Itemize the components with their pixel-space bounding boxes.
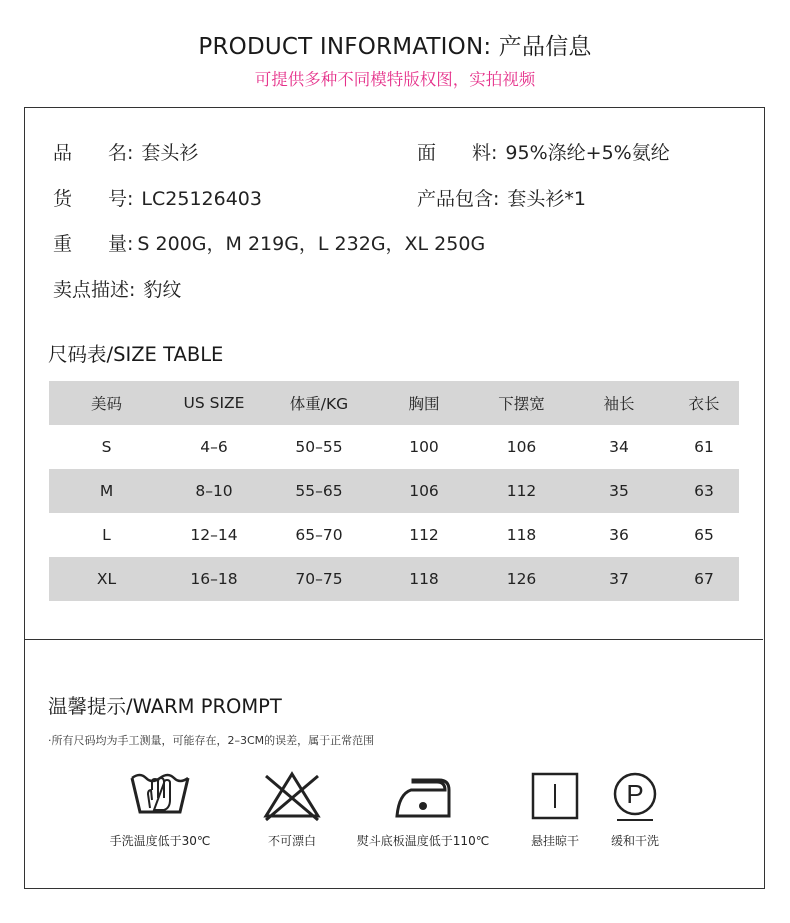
size-table-cell: 65–70 [295, 526, 343, 544]
care-label-hand-wash: 手洗温度低于30℃ [109, 834, 211, 848]
size-table-cell: 12–14 [190, 526, 238, 544]
size-table-cell: 50–55 [295, 438, 343, 456]
size-table-cell: 65 [694, 526, 714, 544]
size-table-header-cell: 下摆宽 [474, 381, 569, 425]
fabric-label-a: 面 [417, 142, 437, 164]
size-table-row [49, 557, 739, 601]
size-table-row [49, 469, 739, 513]
size-table-header-cell: 美码 [49, 381, 164, 425]
size-table-header-row [49, 381, 739, 425]
size-table-cell: L [102, 526, 111, 544]
size-table-header-cell: 体重/KG [264, 381, 374, 425]
name-label-b: 名: [108, 142, 134, 164]
size-table-header-cell: US SIZE [164, 381, 264, 425]
size-table-cell: 112 [409, 526, 439, 544]
sku-label-b: 号: [108, 188, 134, 210]
care-item-gentle-dry-clean [560, 768, 710, 849]
size-table-cell: S [101, 438, 112, 456]
size-table-cell: 55–65 [264, 469, 374, 513]
size-table-cell: 126 [474, 557, 569, 601]
size-table-title: 尺码表/SIZE TABLE [48, 343, 224, 366]
info-name-row [53, 138, 198, 165]
size-table-header-cell: 胸围 [374, 381, 474, 425]
info-includes-row [417, 184, 586, 211]
care-label-gentle-dry-clean: 缓和干洗 [610, 834, 659, 848]
page-header [0, 0, 790, 108]
product-info-box [24, 107, 765, 889]
size-table-cell: 35 [569, 469, 669, 513]
section-divider [25, 639, 763, 640]
size-table-row [49, 425, 739, 469]
size-table-cell: 8–10 [164, 469, 264, 513]
info-fabric-row [417, 138, 670, 165]
size-table-header-cell: 袖长 [569, 381, 669, 425]
care-item-hand-wash [85, 768, 235, 849]
care-item-iron [348, 768, 498, 849]
no-bleach-icon [260, 768, 324, 824]
size-table-cell: 118 [506, 526, 537, 544]
size-table-cell: 61 [694, 438, 714, 456]
size-table-cell: 16–18 [164, 557, 264, 601]
page-title: PRODUCT INFORMATION: 产品信息 [198, 34, 592, 60]
size-table-cell: M [49, 469, 164, 513]
page-subtitle: 可提供多种不同模特版权图，实拍视频 [254, 70, 536, 89]
size-table-row [49, 513, 739, 557]
care-label-no-bleach: 不可漂白 [267, 834, 316, 848]
hand-wash-icon [128, 768, 192, 824]
warm-prompt-title: 温馨提示/WARM PROMPT [48, 695, 282, 718]
name-label-a: 品 [53, 142, 73, 164]
size-table-cell: 70–75 [264, 557, 374, 601]
size-table-cell: XL [49, 557, 164, 601]
name-value: 套头衫 [141, 142, 199, 164]
care-label-iron: 熨斗底板温度低于110℃ [356, 834, 490, 848]
dry-clean-letter: P [626, 779, 644, 809]
sku-label-a: 货 [53, 188, 73, 210]
gentle-dry-clean-icon [603, 768, 667, 824]
measurement-note: ·所有尺码均为手工测量，可能存在，2–3CM的误差，属于正常范围 [48, 734, 375, 747]
iron-icon [391, 768, 455, 824]
size-table-cell: 36 [609, 526, 629, 544]
size-table-cell: 63 [669, 469, 739, 513]
size-table-cell: 67 [669, 557, 739, 601]
size-table-cell: 4–6 [200, 438, 228, 456]
includes-label: 产品包含: [417, 188, 500, 210]
size-table-cell: 106 [506, 438, 537, 456]
fabric-label-b: 料: [472, 142, 498, 164]
info-weight-row [53, 229, 485, 256]
weight-label-a: 重 [53, 233, 73, 255]
sku-value: LC25126403 [141, 188, 262, 210]
size-table-cell: 106 [374, 469, 474, 513]
care-item-no-bleach [217, 768, 367, 849]
size-table-cell: 118 [374, 557, 474, 601]
info-sku-row [53, 184, 262, 211]
size-table-cell: 112 [474, 469, 569, 513]
selling-label: 卖点描述: [53, 279, 136, 301]
size-table [49, 381, 739, 601]
size-table-cell: 37 [569, 557, 669, 601]
info-selling-row [53, 275, 181, 302]
weight-label-b: 量: [108, 233, 134, 255]
care-label-hang-dry: 悬挂晾干 [530, 834, 579, 848]
includes-value: 套头衫*1 [507, 188, 586, 210]
size-table-cell: 34 [609, 438, 629, 456]
size-table-cell: 100 [409, 438, 439, 456]
fabric-value: 95%涤纶+5%氨纶 [505, 142, 670, 164]
size-table-header-cell: 衣长 [669, 381, 739, 425]
weight-value: S 200G，M 219G，L 232G，XL 250G [137, 233, 486, 255]
selling-value: 豹纹 [143, 279, 182, 301]
